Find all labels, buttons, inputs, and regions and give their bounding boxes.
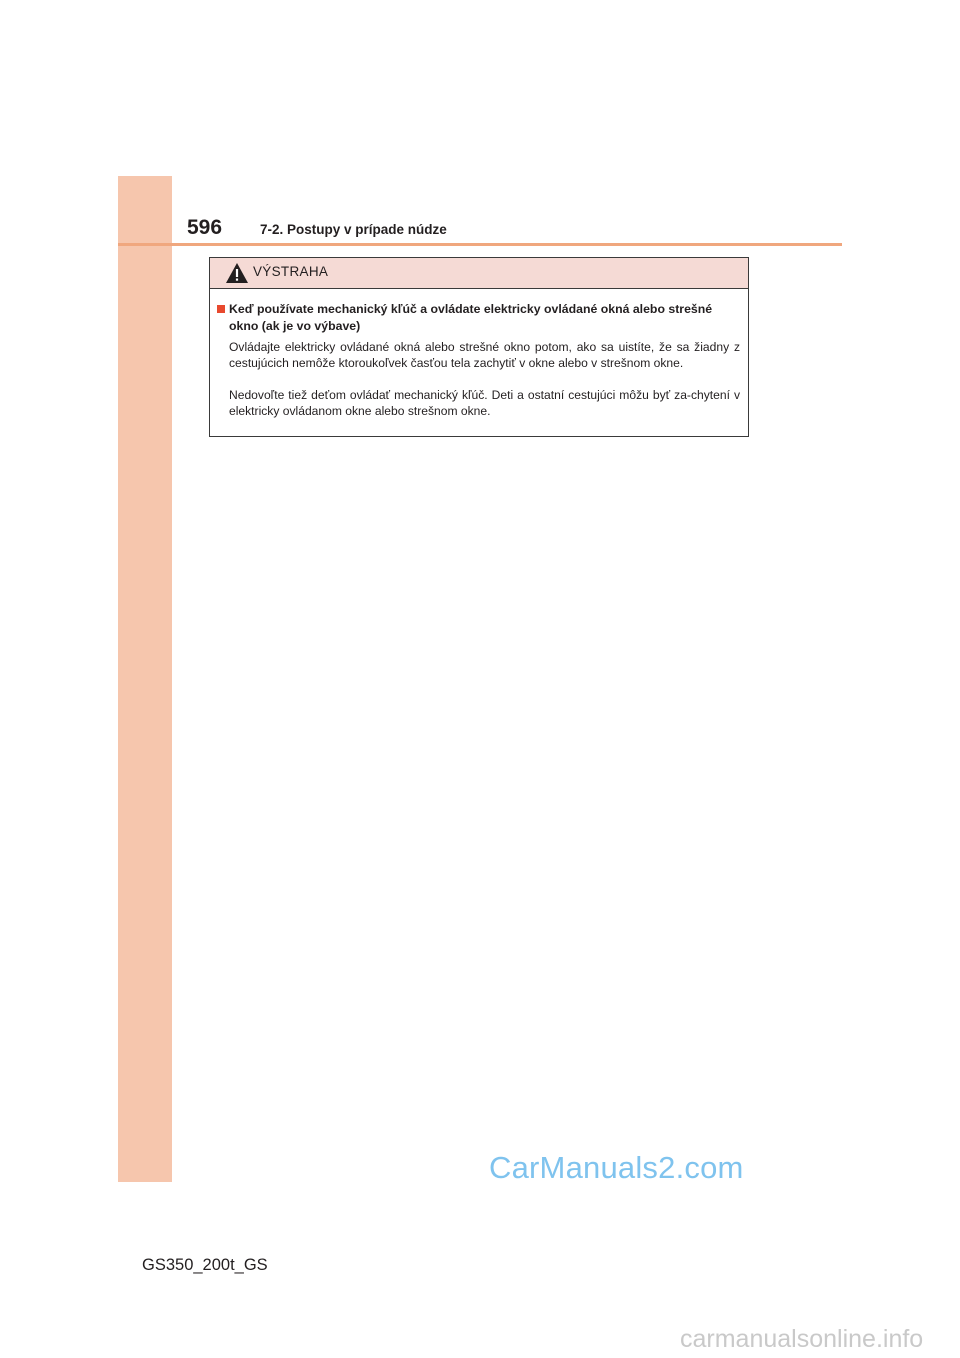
- warning-paragraph-1: Ovládajte elektricky ovládané okná alebo strešné okno potom, ako sa uistíte, že sa žiadny z cestujúcich nemôže ktoroukoľvek časťou tela zachytiť v okne alebo v strešnom okne.: [229, 340, 740, 371]
- footer-site: carmanualsonline.info: [680, 1325, 924, 1353]
- warning-paragraph-2: Nedovoľte tiež deťom ovládať mechanický kľúč. Deti a ostatní cestujúci môžu byť za-chytení v elektricky ovládanom okne alebo strešnom okne.: [229, 388, 740, 419]
- bullet-heading: Keď používate mechanický kľúč a ovládate elektricky ovládané okná alebo strešné okno (ak je vo výbave): [229, 302, 713, 333]
- warning-header: [210, 258, 748, 289]
- page-number: 596: [187, 216, 223, 239]
- bullet-square-icon: [217, 305, 225, 313]
- watermark: CarManuals2.com: [489, 1150, 744, 1185]
- model-code: GS350_200t_GS: [142, 1256, 268, 1274]
- header-rule: [118, 243, 842, 246]
- warning-box: [209, 257, 749, 437]
- side-tab: [118, 176, 172, 1182]
- warning-title: VÝSTRAHA: [253, 264, 329, 279]
- warning-triangle-icon: [225, 262, 249, 284]
- section-title: 7-2. Postupy v prípade núdze: [260, 222, 447, 237]
